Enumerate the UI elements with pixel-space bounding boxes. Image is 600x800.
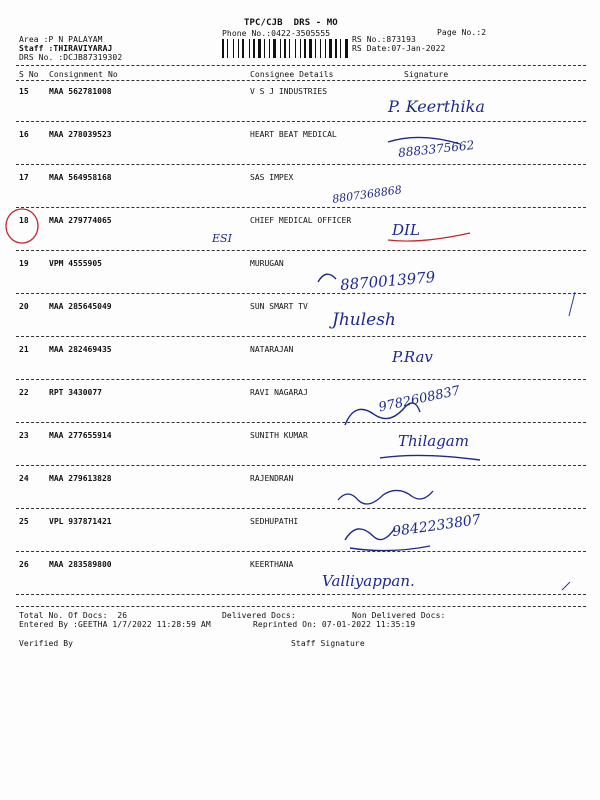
handwritten-signature: 8883375662 xyxy=(397,138,475,160)
barcode-bar xyxy=(238,39,239,58)
row-consignment-number: MAA 285645049 xyxy=(49,302,112,311)
barcode-bar xyxy=(349,39,350,58)
row-serial-number: 25 xyxy=(19,517,29,526)
barcode-bar xyxy=(335,39,337,58)
row-serial-number: 19 xyxy=(19,259,29,268)
barcode-bar xyxy=(256,39,257,58)
row-serial-number: 16 xyxy=(19,130,29,139)
signature-stroke xyxy=(318,274,336,282)
row-consignee-name: NATARAJAN xyxy=(250,345,294,354)
barcode-bar xyxy=(269,39,270,58)
row-divider xyxy=(16,508,586,509)
row-consignment-number: MAA 564958168 xyxy=(49,173,112,182)
row-serial-number: 26 xyxy=(19,560,29,569)
entered-by: Entered By :GEETHA 1/7/2022 11:28:59 AM xyxy=(19,620,211,629)
barcode-bar xyxy=(249,39,250,58)
signature-stroke xyxy=(338,490,433,504)
handwritten-signature: P. Keerthika xyxy=(388,97,485,116)
row-consignee-name: SEDHUPATHI xyxy=(250,517,299,526)
barcode-bar xyxy=(320,39,321,58)
barcode-bar xyxy=(222,39,224,58)
handwritten-signature: 8870013979 xyxy=(339,267,437,295)
barcode-bar xyxy=(284,39,286,58)
total-docs: Total No. Of Docs: 26 xyxy=(19,611,128,620)
handwritten-signature: 9782608837 xyxy=(377,383,462,416)
rs-date: RS Date:07-Jan-2022 xyxy=(352,44,446,53)
handwritten-signature: 9842233807 xyxy=(391,511,482,541)
barcode-bar xyxy=(338,39,339,58)
row-consignment-number: MAA 279613828 xyxy=(49,474,112,483)
row-serial-number: 21 xyxy=(19,345,29,354)
barcode-bar xyxy=(229,39,232,58)
esi-annotation: ESI xyxy=(212,232,232,245)
barcode-bar xyxy=(227,39,228,58)
row-consignee-name: KEERTHANA xyxy=(250,560,294,569)
staff-label: Staff :THIRAVIYARAJ xyxy=(19,44,113,53)
row-divider xyxy=(16,379,586,380)
row-divider xyxy=(16,164,586,165)
row-consignee-name: RAJENDRAN xyxy=(250,474,294,483)
row-consignment-number: MAA 282469435 xyxy=(49,345,112,354)
row-divider xyxy=(16,250,586,251)
barcode-bar xyxy=(253,39,255,58)
barcode-bar xyxy=(325,39,326,58)
handwritten-signature: P.Rav xyxy=(392,348,433,366)
barcode-bar xyxy=(233,39,234,58)
divider xyxy=(16,606,586,607)
barcode-bar xyxy=(327,39,328,58)
barcode-bar xyxy=(329,39,332,58)
row-consignment-number: MAA 283589800 xyxy=(49,560,112,569)
col-consignment: Consignment No xyxy=(49,70,118,79)
handwritten-signature: Valliyappan. xyxy=(322,572,415,590)
barcode-bar xyxy=(273,39,276,58)
row-serial-number: 22 xyxy=(19,388,29,397)
barcode-bar xyxy=(307,39,308,58)
barcode-bar xyxy=(315,39,316,58)
red-circle-mark xyxy=(6,209,38,243)
row-consignment-number: MAA 278039523 xyxy=(49,130,112,139)
phone-number: Phone No.:0422-3505555 xyxy=(222,29,331,38)
col-consignee: Consignee Details xyxy=(250,70,334,79)
sheet-title: TPC/CJB DRS - MO xyxy=(244,18,338,28)
divider xyxy=(16,65,586,66)
row-serial-number: 23 xyxy=(19,431,29,440)
barcode-bar xyxy=(302,39,303,58)
row-consignee-name: CHIEF MEDICAL OFFICER xyxy=(250,216,352,225)
non-delivered-docs: Non Delivered Docs: xyxy=(352,611,446,620)
row-consignment-number: VPM 4555905 xyxy=(49,259,102,268)
row-consignment-number: MAA 279774065 xyxy=(49,216,112,225)
row-consignment-number: RPT 3430077 xyxy=(49,388,102,397)
row-divider xyxy=(16,336,586,337)
reprinted-on: Reprinted On: 07-01-2022 11:35:19 xyxy=(253,620,416,629)
row-serial-number: 18 xyxy=(19,216,29,225)
signature-stroke xyxy=(380,455,480,460)
barcode-bar xyxy=(242,39,244,58)
row-consignee-name: RAVI NAGARAJ xyxy=(250,388,308,397)
row-consignee-name: HEART BEAT MEDICAL xyxy=(250,130,337,139)
barcode-bar xyxy=(289,39,290,58)
barcode-bar xyxy=(282,39,283,58)
row-consignee-name: SUNITH KUMAR xyxy=(250,431,308,440)
row-consignee-name: MURUGAN xyxy=(250,259,284,268)
row-divider xyxy=(16,551,586,552)
barcode-bar xyxy=(304,39,306,58)
barcode-bar xyxy=(300,39,301,58)
barcode-bar xyxy=(277,39,279,58)
rs-number: RS No.:873193 xyxy=(352,35,416,44)
row-consignee-name: SAS IMPEX xyxy=(250,173,294,182)
row-consignment-number: MAA 277655914 xyxy=(49,431,112,440)
barcode-bar xyxy=(345,39,348,58)
barcode-bar xyxy=(266,39,268,58)
barcode-bar xyxy=(333,39,334,58)
row-divider xyxy=(16,422,586,423)
row-consignee-name: V S J INDUSTRIES xyxy=(250,87,328,96)
barcode-bar xyxy=(262,39,263,58)
barcode-bar xyxy=(287,39,288,58)
col-signature: Signature xyxy=(404,70,449,79)
barcode-bar xyxy=(317,39,319,58)
row-serial-number: 24 xyxy=(19,474,29,483)
barcode-bar xyxy=(313,39,314,58)
row-consignment-number: VPL 937871421 xyxy=(49,517,112,526)
barcode-bar xyxy=(297,39,299,58)
barcode-bar xyxy=(264,39,265,58)
barcode-bar xyxy=(291,39,294,58)
row-serial-number: 15 xyxy=(19,87,29,96)
handwritten-signature: DIL xyxy=(392,221,420,239)
verified-by: Verified By xyxy=(19,639,74,648)
col-sno: S No xyxy=(19,70,39,79)
row-divider xyxy=(16,293,586,294)
area-label: Area :P N PALAYAM xyxy=(19,35,103,44)
barcode-bar xyxy=(322,39,324,58)
row-serial-number: 17 xyxy=(19,173,29,182)
barcode-bar xyxy=(271,39,272,58)
barcode-bar xyxy=(309,39,312,58)
row-divider xyxy=(16,121,586,122)
row-divider xyxy=(16,465,586,466)
row-divider xyxy=(16,594,586,595)
handwritten-signature: 8807368868 xyxy=(331,183,403,206)
barcode-bar xyxy=(342,39,344,58)
barcode-bar xyxy=(258,39,261,58)
staff-signature-label: Staff Signature xyxy=(291,639,365,648)
page-number: Page No.:2 xyxy=(437,28,487,37)
barcode-bar xyxy=(295,39,296,58)
row-serial-number: 20 xyxy=(19,302,29,311)
row-consignee-name: SUN SMART TV xyxy=(250,302,308,311)
drs-number: DRS No. :DCJB87319302 xyxy=(19,53,123,62)
barcode xyxy=(222,39,376,58)
barcode-bar xyxy=(280,39,281,58)
barcode-bar xyxy=(240,39,241,58)
row-divider xyxy=(16,207,586,208)
row-consignment-number: MAA 562781008 xyxy=(49,87,112,96)
divider xyxy=(16,80,586,81)
delivered-docs: Delivered Docs: xyxy=(222,611,296,620)
barcode-bar xyxy=(225,39,226,58)
handwritten-signature: Thilagam xyxy=(398,432,469,450)
barcode-bar xyxy=(235,39,237,58)
barcode-bar xyxy=(245,39,248,58)
handwritten-signature: Jhulesh xyxy=(332,310,396,330)
barcode-bar xyxy=(251,39,252,58)
barcode-bar xyxy=(340,39,341,58)
